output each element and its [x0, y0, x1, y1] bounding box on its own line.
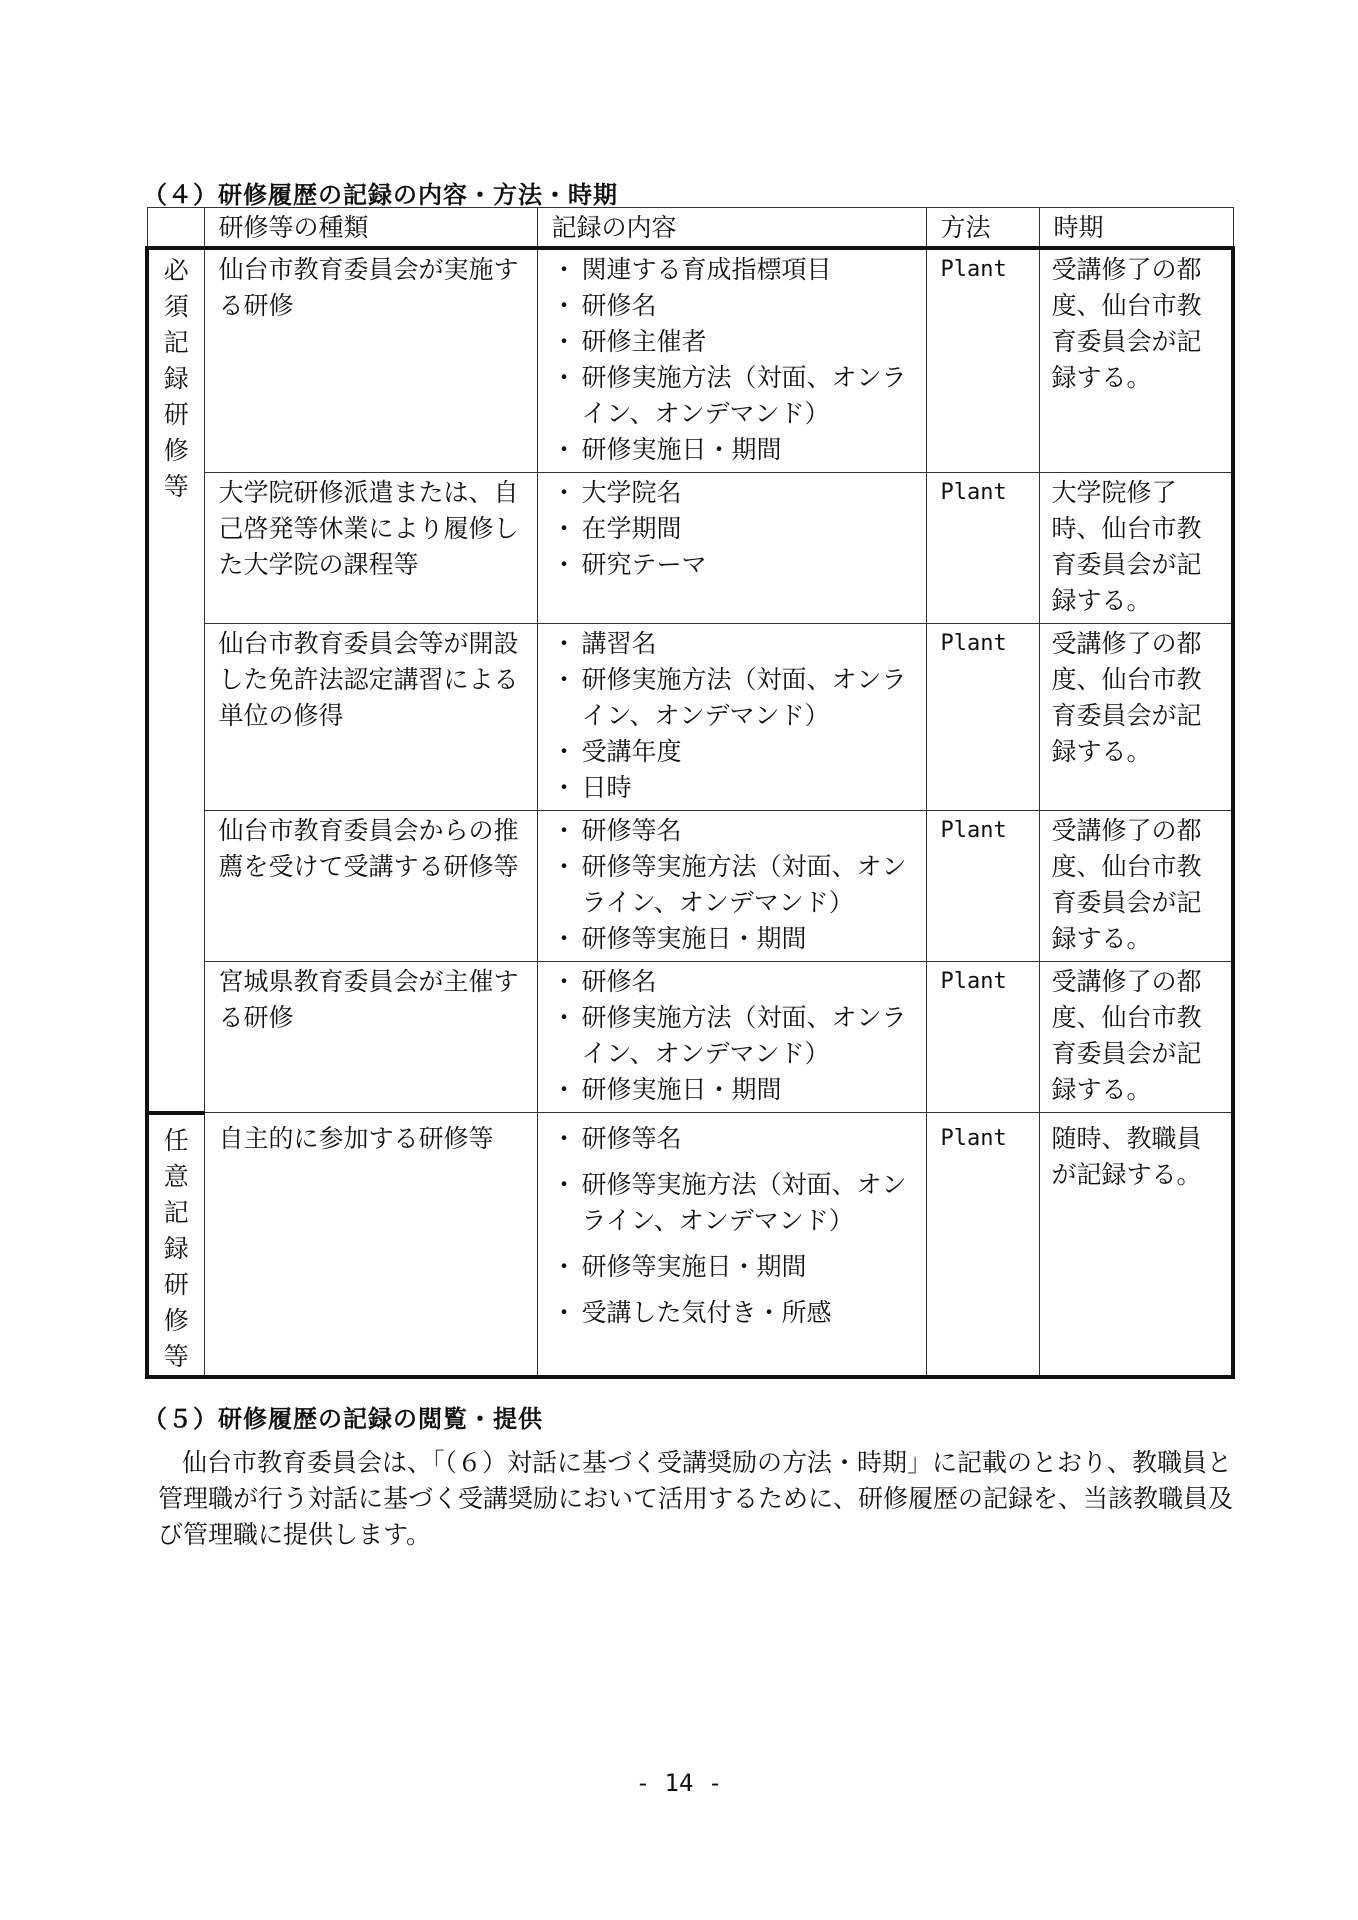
list-item: ・ 研修名 — [552, 964, 918, 1000]
list-item: ・ 日時 — [552, 770, 918, 806]
list-item: ・ 研修等実施日・期間 — [552, 921, 918, 957]
content-cell — [537, 962, 926, 1113]
table-header-row — [147, 208, 1233, 249]
list-item: ・ 研修名 — [552, 288, 918, 324]
section-4-title: （４）研修履歴の記録の内容・方法・時期 — [143, 181, 618, 209]
timing-cell: 大学院修了時、仙台市教育委員会が記録する。 — [1039, 473, 1233, 624]
header-category — [147, 208, 204, 249]
timing-cell: 受講修了の都度、仙台市教育委員会が記録する。 — [1039, 811, 1233, 962]
category-label: 任意記録研修等 — [163, 1125, 189, 1371]
timing-cell: 受講修了の都度、仙台市教育委員会が記録する。 — [1039, 624, 1233, 811]
list-item: ・ 研修実施方法（対面、オンライン、オンデマンド） — [552, 1000, 918, 1072]
list-item: ・ 研修実施方法（対面、オンライン、オンデマンド） — [552, 360, 918, 432]
kind-cell: 大学院研修派遣または、自己啓発等休業により履修した大学院の課程等 — [204, 473, 537, 624]
page-number: - 14 - — [635, 1769, 723, 1797]
list-item: ・ 研修等名 — [552, 813, 918, 849]
kind-cell: 自主的に参加する研修等 — [204, 1113, 537, 1377]
method-cell: Plant — [926, 473, 1039, 624]
method-cell: Plant — [926, 962, 1039, 1113]
table-row — [147, 248, 1233, 473]
kind-cell: 仙台市教育委員会等が開設した免許法認定講習による単位の修得 — [204, 624, 537, 811]
section-5-body: 仙台市教育委員会は、「（６）対話に基づく受講奨励の方法・時期」に記載のとおり、教職員と管理職が行う対話に基づく受講奨励において活用するために、研修履歴の記録を、当該教職員及び管理職に提供します。 — [158, 1448, 1234, 1549]
kind-cell: 宮城県教育委員会が主催する研修 — [204, 962, 537, 1113]
table-row — [147, 473, 1233, 624]
content-cell — [537, 248, 926, 473]
timing-cell: 随時、教職員が記録する。 — [1039, 1113, 1233, 1377]
list-item: ・ 研修実施日・期間 — [552, 1072, 918, 1108]
list-item: ・ 研修等実施日・期間 — [552, 1249, 918, 1285]
header-kind: 研修等の種類 — [204, 208, 537, 249]
table-row — [147, 1113, 1233, 1377]
training-record-table — [145, 207, 1235, 1379]
category-label: 必須記録研修等 — [163, 256, 189, 501]
table-row — [147, 624, 1233, 811]
table-row — [147, 962, 1233, 1113]
method-cell: Plant — [926, 248, 1039, 473]
timing-cell: 受講修了の都度、仙台市教育委員会が記録する。 — [1039, 248, 1233, 473]
content-cell — [537, 473, 926, 624]
list-item: ・ 研修実施日・期間 — [552, 432, 918, 468]
method-cell: Plant — [926, 1113, 1039, 1377]
kind-cell: 仙台市教育委員会が実施する研修 — [204, 248, 537, 473]
header-method: 方法 — [926, 208, 1039, 249]
list-item: ・ 研修等実施方法（対面、オンライン、オンデマンド） — [552, 1167, 918, 1239]
header-content: 記録の内容 — [537, 208, 926, 249]
list-item: ・ 研修実施方法（対面、オンライン、オンデマンド） — [552, 662, 918, 734]
list-item: ・ 受講年度 — [552, 734, 918, 770]
list-item: ・ 講習名 — [552, 626, 918, 662]
list-item: ・ 在学期間 — [552, 511, 918, 547]
method-cell: Plant — [926, 624, 1039, 811]
list-item: ・ 研修等実施方法（対面、オンライン、オンデマンド） — [552, 849, 918, 921]
content-cell — [537, 624, 926, 811]
list-item: ・ 研修主催者 — [552, 324, 918, 360]
required-group — [147, 248, 1233, 1113]
list-item: ・ 研修等名 — [552, 1121, 918, 1157]
header-timing: 時期 — [1039, 208, 1233, 249]
list-item: ・ 研究テーマ — [552, 547, 918, 583]
list-item: ・ 受講した気付き・所感 — [552, 1295, 918, 1331]
content-cell — [537, 811, 926, 962]
category-required — [147, 248, 204, 1113]
list-item: ・ 大学院名 — [552, 475, 918, 511]
timing-cell: 受講修了の都度、仙台市教育委員会が記録する。 — [1039, 962, 1233, 1113]
list-item: ・ 関連する育成指標項目 — [552, 252, 918, 288]
optional-group — [147, 1113, 1233, 1377]
section-5-title: （５）研修履歴の記録の閲覧・提供 — [143, 1405, 543, 1433]
category-optional — [147, 1113, 204, 1377]
method-cell: Plant — [926, 811, 1039, 962]
content-cell — [537, 1113, 926, 1377]
table-row — [147, 811, 1233, 962]
kind-cell: 仙台市教育委員会からの推薦を受けて受講する研修等 — [204, 811, 537, 962]
